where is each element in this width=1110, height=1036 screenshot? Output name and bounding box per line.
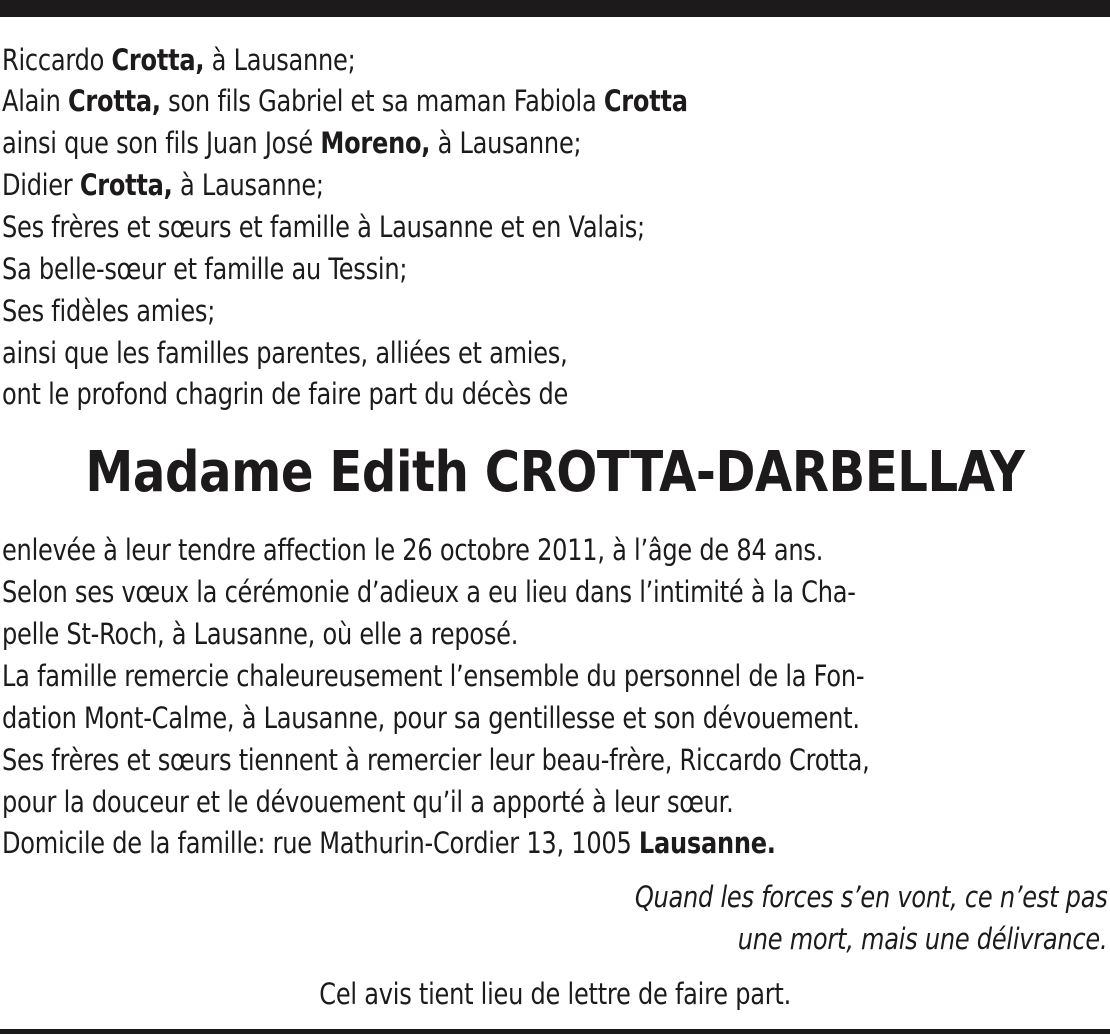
family-line: Ses frères et sœurs et famille à Lausanne et en Valais; bbox=[2, 210, 645, 244]
domicile-line: Domicile de la famille: rue Mathurin-Cordier 13, 1005 Lausanne. bbox=[2, 826, 776, 860]
closing-note: Cel avis tient lieu de lettre de faire part. bbox=[319, 977, 791, 1011]
deceased-name: Madame Edith CROTTA-DARBELLAY bbox=[85, 440, 1025, 505]
family-line: Sa belle-sœur et famille au Tessin; bbox=[2, 252, 408, 286]
body-line: enlevée à leur tendre affection le 26 octobre 2011, à l’âge de 84 ans. bbox=[2, 533, 824, 567]
family-line: Didier Crotta, à Lausanne; bbox=[2, 168, 324, 202]
family-line: ainsi que son fils Juan José Moreno, à Lausanne; bbox=[2, 126, 582, 160]
body-line: dation Mont-Calme, à Lausanne, pour sa gentillesse et son dévouement. bbox=[2, 701, 860, 735]
top-rule bbox=[0, 0, 1110, 17]
body-line: La famille remercie chaleureusement l’ensemble du personnel de la Fon- bbox=[2, 659, 865, 693]
body-line: Selon ses vœux la cérémonie d’adieux a eu lieu dans l’intimité à la Cha- bbox=[2, 575, 856, 609]
family-line: Alain Crotta, son fils Gabriel et sa maman Fabiola Crotta bbox=[2, 84, 688, 118]
family-line: Riccardo Crotta, à Lausanne; bbox=[2, 43, 356, 77]
bottom-rule bbox=[0, 1029, 1110, 1034]
quote-line: une mort, mais une délivrance. bbox=[737, 922, 1107, 956]
family-line: Ses fidèles amies; bbox=[2, 294, 216, 328]
quote-line: Quand les forces s’en vont, ce n’est pas bbox=[634, 880, 1107, 914]
body-line: Ses frères et sœurs tiennent à remercier leur beau-frère, Riccardo Crotta, bbox=[2, 743, 870, 777]
body-line: pelle St-Roch, à Lausanne, où elle a reposé. bbox=[2, 617, 519, 651]
family-line: ainsi que les familles parentes, alliées et amies, bbox=[2, 336, 568, 370]
family-line: ont le profond chagrin de faire part du décès de bbox=[2, 377, 569, 411]
body-line: pour la douceur et le dévouement qu’il a apporté à leur sœur. bbox=[2, 785, 734, 819]
